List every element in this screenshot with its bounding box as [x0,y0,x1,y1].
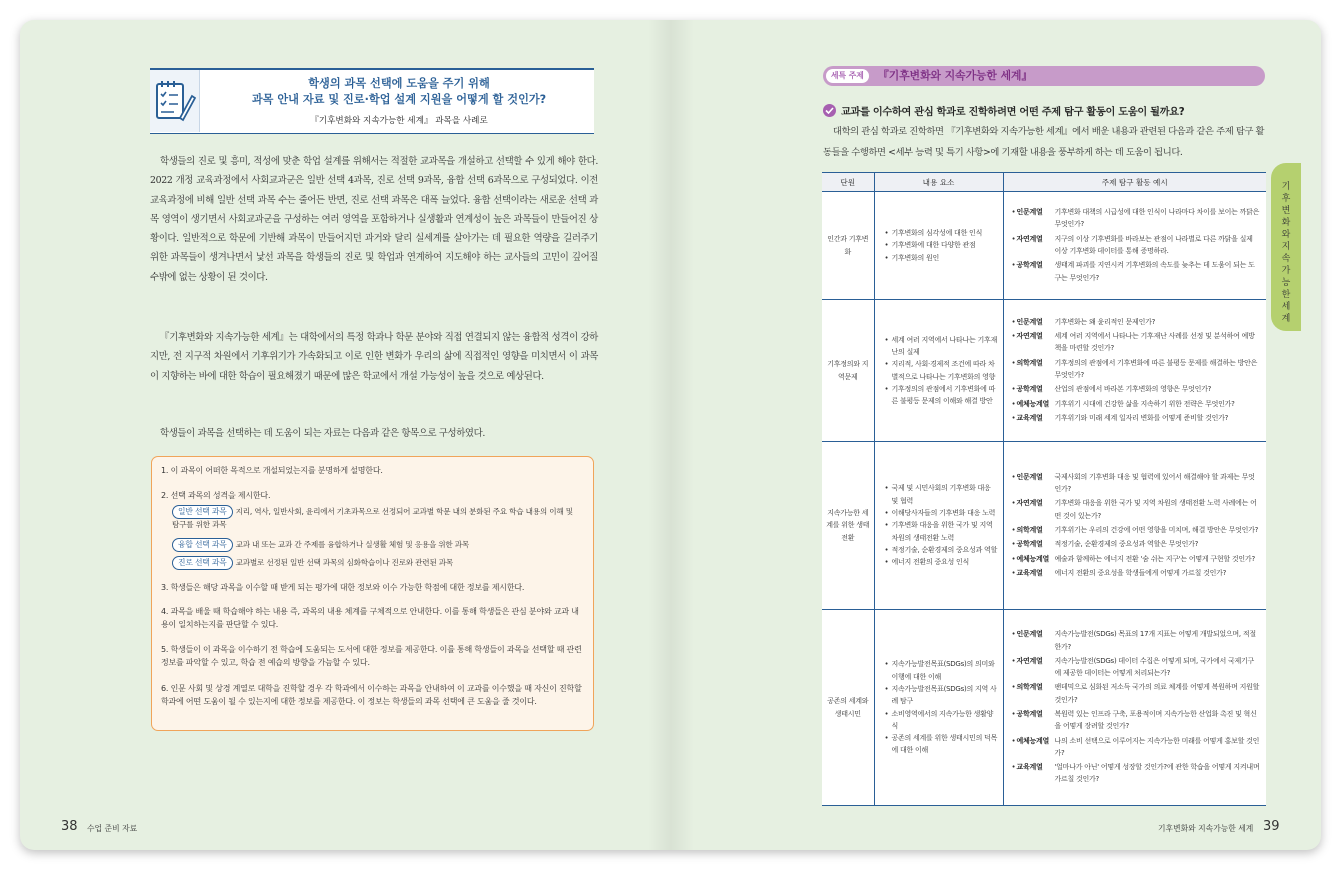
col-header-content: 내용 요소 [874,173,1003,192]
example-item [1012,735,1261,760]
example-text: 복원력 있는 인프라 구축, 포용적이며 지속가능한 산업화 촉진 및 혁신을 어떻게 장려할 것인가? [1054,710,1257,731]
example-cell [1003,192,1266,300]
example-text: 기후위기는 우리의 건강에 어떤 영향을 미치며, 해결 방안은 무엇인가? [1054,526,1259,534]
content-item: • 적정기술, 순환경제의 중요성과 역할 [885,544,999,556]
field-label: • 공학계열 [1016,540,1043,549]
example-text: 국제사회의 기후변화 대응 및 협력에 있어서 해결해야 할 과제는 무엇인가? [1054,472,1255,494]
banner-label: 세특 주제 [826,69,869,83]
table-row [822,610,1266,806]
field-label: • 자연계열 [1016,656,1043,665]
unit-cell: 지속가능한 세계를 위한 생태전환 [822,442,874,610]
field-label: • 공학계열 [1016,710,1043,718]
example-item [1012,497,1261,522]
col-header-unit: 단원 [822,173,874,192]
example-item [1012,471,1261,496]
activity-table [822,172,1266,806]
banner-title: 『기후변화와 지속가능한 세계』 [878,69,1033,82]
field-label: • 공학계열 [1016,385,1043,394]
course-type-label: 진로 선택 과목 [172,556,233,570]
field-label: • 자연계열 [1016,332,1043,341]
course-type-desc: 교과 내 또는 교과 간 주제를 융합하거나 실생활 체험 및 응용을 위한 과목 [235,540,470,549]
content-item: • 국제 및 시민사회의 기후변화 대응 및 협력 [885,482,999,507]
course-type-general [172,505,582,531]
intro-paragraph: 학생들의 진로 및 흥미, 적성에 맞춘 학업 설계를 위해서는 적절한 교과목을 개설하고 선택할 수 있게 해야 한다. 2022 개정 교육과정에서 사회교과군은 일반 선택 4과목, 진로 선택 9과목, 융합 선택 6과목으로 구성되었다. 이전 교육과정에 비해 일반 선택 과목 수는 줄어든 반면, 진로 선택 과목은 대폭 늘었다. 융합 선택이라는 새로운 선택 과목 영역이 생기면서 사회교과군을 구성하는 여러 영역을 포함하거나 실생활과 연계성이 높은 과목들이 만들어진 상황이다. 일반적으로 학문에 기반해 과목이 만들어지던 과거와 달리 실세계를 살아가는 데 필요한 역량을 길러주기 위한 과목들이 생겨나면서 낯선 과목을 학생들의 진로 및 학업과 연계하여 지도해야 하는 교사들의 고민이 깊어질 수밖에 없는 상황이 된 것이다. [150,156,598,283]
field-label: • 예체능계열 [1016,399,1050,408]
example-text: 적정기술, 순환경제의 중요성과 역할은 무엇인가? [1054,540,1199,549]
content-item: • 기후변화 대응을 위한 국가 및 지역 차원의 생태전환 노력 [885,519,999,544]
page-number-right: 39 [1263,819,1280,834]
example-text: '얼마나가 아닌' 어떻게 성장할 것인가?에 관한 학습을 어떻게 지켜내며 가르칠 것인가? [1054,763,1260,784]
example-text: 나의 소비 선택으로 이루어지는 지속가능한 미래를 어떻게 홍보할 것인가? [1054,736,1260,757]
example-text: 기후정의의 관점에서 기후변화에 따른 불평등 문제를 해결하는 방안은 무엇인가? [1054,358,1258,379]
field-label: • 의학계열 [1016,358,1043,367]
example-text: 기후변화 대책의 시급성에 대한 인식이 나라마다 차이를 보이는 까닭은 무엇인가? [1054,208,1260,229]
example-item [1012,681,1261,706]
page-number-left: 38 [61,819,78,834]
content-item: • 소비영역에서의 지속가능한 생활양식 [885,708,999,733]
example-cell [1003,300,1266,442]
field-label: • 인문계열 [1016,472,1043,481]
topic-banner [823,66,1265,86]
example-item [1012,708,1261,733]
example-text: 지속가능발전(SDGs) 데이터 수집은 어떻게 되며, 국가에서 국제기구에 제공한 데이터는 어떻게 처리되는가? [1054,656,1254,678]
page-label-right: 기후변화와 지속가능한 세계 [1158,824,1254,833]
checklist-pencil-icon [150,70,200,132]
example-item [1012,538,1261,550]
example-item [1012,357,1261,382]
question-heading: 교과를 이수하여 관심 학과로 진학하려면 어떤 주제 탐구 활동이 도움이 될까요? [841,107,1185,118]
course-type-career [172,556,582,570]
field-label: • 의학계열 [1016,526,1043,534]
course-type-desc: 지리, 역사, 일반사회, 윤리에서 기초과목으로 선정되어 교과별 학문 내의 분화된 주요 학습 내용의 이해 및 탐구를 위한 과목 [172,507,573,529]
field-label: • 자연계열 [1016,234,1043,243]
chapter-side-tab[interactable] [1271,163,1301,331]
example-item [1012,398,1261,410]
unit-cell: 공존의 세계와 생태시민 [822,610,874,806]
example-item [1012,259,1261,284]
example-text: 에너지 전환의 중요성을 학생들에게 어떻게 가르칠 것인가? [1054,568,1227,577]
example-cell [1003,610,1266,806]
course-type-label: 융합 선택 과목 [172,538,233,552]
guide-item-4: 4. 과목을 배울 때 학습해야 하는 내용 즉, 과목의 내용 체계를 구체적으로 안내한다. 이를 통해 학생들은 관심 분야와 교과 내용이 일치하는지를 판단할 수 있다. [161,607,579,629]
field-label: • 인문계열 [1016,317,1043,326]
col-header-examples: 주제 탐구 활동 예시 [1003,173,1266,192]
content-item: • 기후변화에 대한 다양한 관점 [885,239,999,251]
example-item [1012,206,1261,231]
example-text: 산업의 관점에서 바라본 기후변화의 영향은 무엇인가? [1054,385,1212,394]
field-label: • 인문계열 [1016,208,1043,217]
example-item [1012,330,1261,355]
content-item: • 기후정의의 관점에서 기후변화에 따른 불평등 문제의 이해와 해결 방안 [885,383,999,408]
content-item: • 지속가능발전목표(SDGs)의 지역 사례 탐구 [885,683,999,708]
field-label: • 교육계열 [1016,568,1043,577]
guide-item-2: 2. 선택 과목의 성격을 제시한다. [161,491,271,500]
guide-item-5: 5. 학생들이 이 과목을 이수하기 전 학습에 도움되는 도서에 대한 정보를 제공한다. 이를 통해 학생들이 과목을 선택할 때 관련 정보를 파악할 수 있고, 학습 전 예습의 방향을 가늠할 수 있다. [161,645,582,667]
example-item [1012,412,1261,424]
side-tab-label: 기후변화와 지속가능한 세계 [1281,182,1291,324]
example-text: 팬데믹으로 심화된 저소득 국가의 의료 체계를 어떻게 복원하며 지원할 것인가? [1054,683,1260,704]
field-label: • 예체능계열 [1016,736,1050,745]
table-row [822,192,1266,300]
content-item: • 지리적, 사회·경제적 조건에 따라 차별적으로 나타나는 기후변화의 영향 [885,358,999,383]
guide-item-1: 1. 이 과목이 어떠한 목적으로 개설되었는지를 분명하게 설명한다. [161,466,383,475]
field-label: • 공학계열 [1016,261,1043,270]
guide-item-3: 3. 학생들은 해당 과목을 이수할 때 받게 되는 평가에 대한 정보와 이수 가능한 학점에 대한 정보를 제시한다. [161,583,525,592]
page-label-left: 수업 준비 자료 [87,824,138,833]
content-item: • 공존의 세계를 위한 생태시민의 덕목에 대한 이해 [885,732,999,757]
book-spread [20,20,1321,850]
course-paragraph: 『기후변화와 지속가능한 세계』는 대학에서의 특정 학과나 학문 분야와 직접 연결되지 않는 융합적 성격이 강하지만, 전 지구적 차원에서 기후위기가 가속화되고 이로 인한 변화가 우리의 삶에 직접적인 영향을 미치면서 이 과목이 지향하는 바에 대한 학습이 필요해졌기 때문에 많은 학교에서 개설 가능성이 높을 것으로 예상된다. [150,332,598,382]
content-cell [874,442,1003,610]
section-title-box [150,68,594,134]
example-item [1012,316,1261,328]
field-label: • 교육계열 [1016,413,1043,422]
materials-paragraph: 학생들이 과목을 선택하는 데 도움이 되는 자료는 다음과 같은 항목으로 구성하였다. [160,428,485,439]
content-item: • 이해당사자들의 기후변화 대응 노력 [885,507,999,519]
guide-items-box [151,456,594,731]
field-label: • 의학계열 [1016,683,1043,692]
content-cell [874,192,1003,300]
table-row [822,442,1266,610]
example-item [1012,567,1261,579]
content-cell [874,300,1003,442]
example-text: 생태계 파괴를 지연시켜 기후변화의 속도를 늦추는 데 도움이 되는 도구는 무엇인가? [1054,261,1255,282]
example-item [1012,553,1261,565]
example-text: 지속가능발전(SDGs) 목표의 17개 지표는 어떻게 개발되었으며, 적절한가? [1054,630,1256,651]
example-item [1012,655,1261,680]
content-item: • 기후변화의 심각성에 대한 인식 [885,227,999,239]
field-label: • 예체능계열 [1016,554,1050,563]
title-line-1: 학생의 과목 선택에 도움을 주기 위해 [308,77,490,90]
table-header-row [822,173,1266,192]
title-line-2: 과목 안내 자료 및 진로·학업 설계 지원을 어떻게 할 것인가? [251,93,547,106]
example-item [1012,628,1261,653]
unit-cell: 기후정의와 지역문제 [822,300,874,442]
check-circle-icon [823,104,836,117]
course-type-fusion [172,538,582,552]
content-item: • 지속가능발전목표(SDGs)의 의미와 이행에 대한 이해 [885,658,999,683]
question-intro: 대학의 관심 학과로 진학하면 『기후변화와 지속가능한 세계』에서 배운 내용과 관련된 다음과 같은 주제 탐구 활동들을 수행하면 <세부 능력 및 특기 사항>에 기재할 내용을 풍부하게 하는 데 도움이 됩니다. [823,126,1265,158]
field-label: • 인문계열 [1016,630,1043,639]
course-type-label: 일반 선택 과목 [172,505,233,519]
example-text: 지구의 이상 기후변화를 바라보는 관점이 나라별로 다른 까닭을 실제 이상 기후변화 데이터를 통해 증명하라. [1054,234,1253,255]
field-label: • 교육계열 [1016,763,1043,772]
example-text: 기후위기 시대에 건강한 삶을 지속하기 위한 전략은 무엇인가? [1054,399,1235,408]
content-item: • 기후변화의 원인 [885,252,999,264]
example-item [1012,761,1261,786]
table-row [822,300,1266,442]
content-item: • 에너지 전환의 중요성 인식 [885,556,999,568]
example-item [1012,233,1261,258]
example-item [1012,383,1261,395]
example-text: 기후변화 대응을 위한 국가 및 지역 차원의 생태전환 노력 사례에는 어떤 것이 있는가? [1054,499,1257,520]
content-item: • 세계 여러 지역에서 나타나는 기후재난의 실제 [885,334,999,359]
field-label: • 자연계열 [1016,499,1043,508]
example-text: 세계 여러 지역에서 나타나는 기후재난 사례를 선정 및 분석하여 예방책을 마련할 것인가? [1054,332,1255,353]
example-cell [1003,442,1266,610]
unit-cell: 인간과 기후변화 [822,192,874,300]
example-text: 기후변화는 왜 윤리적인 문제인가? [1054,317,1156,326]
title-subtitle: 『기후변화와 지속가능한 세계』 과목을 사례로 [310,116,488,126]
course-type-desc: 교과별로 선정된 일반 선택 과목의 심화학습이나 진로와 관련된 과목 [235,558,454,567]
example-text: 기후위기와 미래 세계 일자리 변화를 어떻게 준비할 것인가? [1054,413,1229,422]
book-gutter [648,20,694,850]
guide-item-6: 6. 인문 사회 및 상경 계열로 대학을 진학할 경우 각 학과에서 이수하는 과목을 안내하여 이 교과를 이수했을 때 자신이 진학할 학과에 어떤 도움이 될 수 있는지에 대한 정보를 제공한다. 이 정보는 학생들의 과목 선택에 큰 도움을 줄 것이다. [161,684,582,706]
content-cell [874,610,1003,806]
example-text: 예술과 함께하는 에너지 전환 '숨 쉬는 지구'는 어떻게 구현할 것인가? [1054,554,1255,563]
example-item [1012,524,1261,536]
